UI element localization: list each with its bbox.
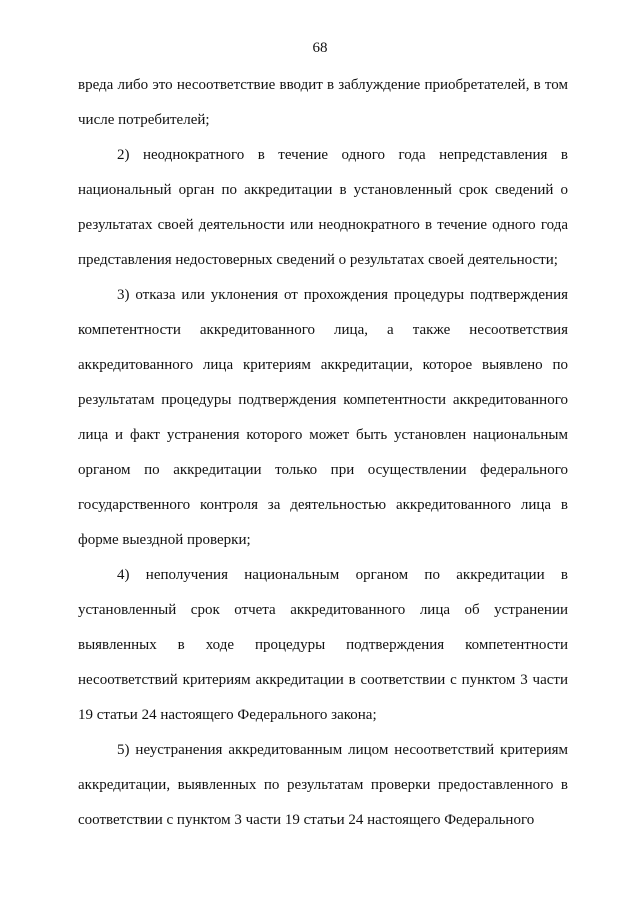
paragraph-item-2: 2) неоднократного в течение одного года непредставления в национальный орган по аккредитации в установленный срок сведений о результатах своей деятельности или неоднократного в течение одного года представления недостоверных сведений о результатах своей деятельности; [78, 147, 568, 268]
paragraph-item-5: 5) неустранения аккредитованным лицом несоответствий критериям аккредитации, выявленных по результатам проверки предоставленного в соответствии с пунктом 3 части 19 статьи 24 настоящего Федерального [78, 742, 568, 828]
paragraph-item-4: 4) неполучения национальным органом по аккредитации в установленный срок отчета аккредитованного лица об устранении выявленных в ходе процедуры подтверждения компетентности несоответствий критериям аккредитации в соответствии с пунктом 3 части 19 статьи 24 настоящего Федерального закона; [78, 567, 568, 723]
paragraph-item-3: 3) отказа или уклонения от прохождения процедуры подтверждения компетентности аккредитованного лица, а также несоответствия аккредитованного лица критериям аккредитации, которое выявлено по результатам процедуры подтверждения компетентности аккредитованного лица и факт устранения которого может быть установлен национальным органом по аккредитации только при осуществлении федерального государственного контроля за деятельностью аккредитованного лица в форме выездной проверки; [78, 287, 568, 548]
page-number: 68 [312, 40, 328, 56]
paragraph-continuation: вреда либо это несоответствие вводит в заблуждение приобретателей, в том числе потребителей; [78, 77, 568, 128]
document-body [78, 68, 568, 838]
